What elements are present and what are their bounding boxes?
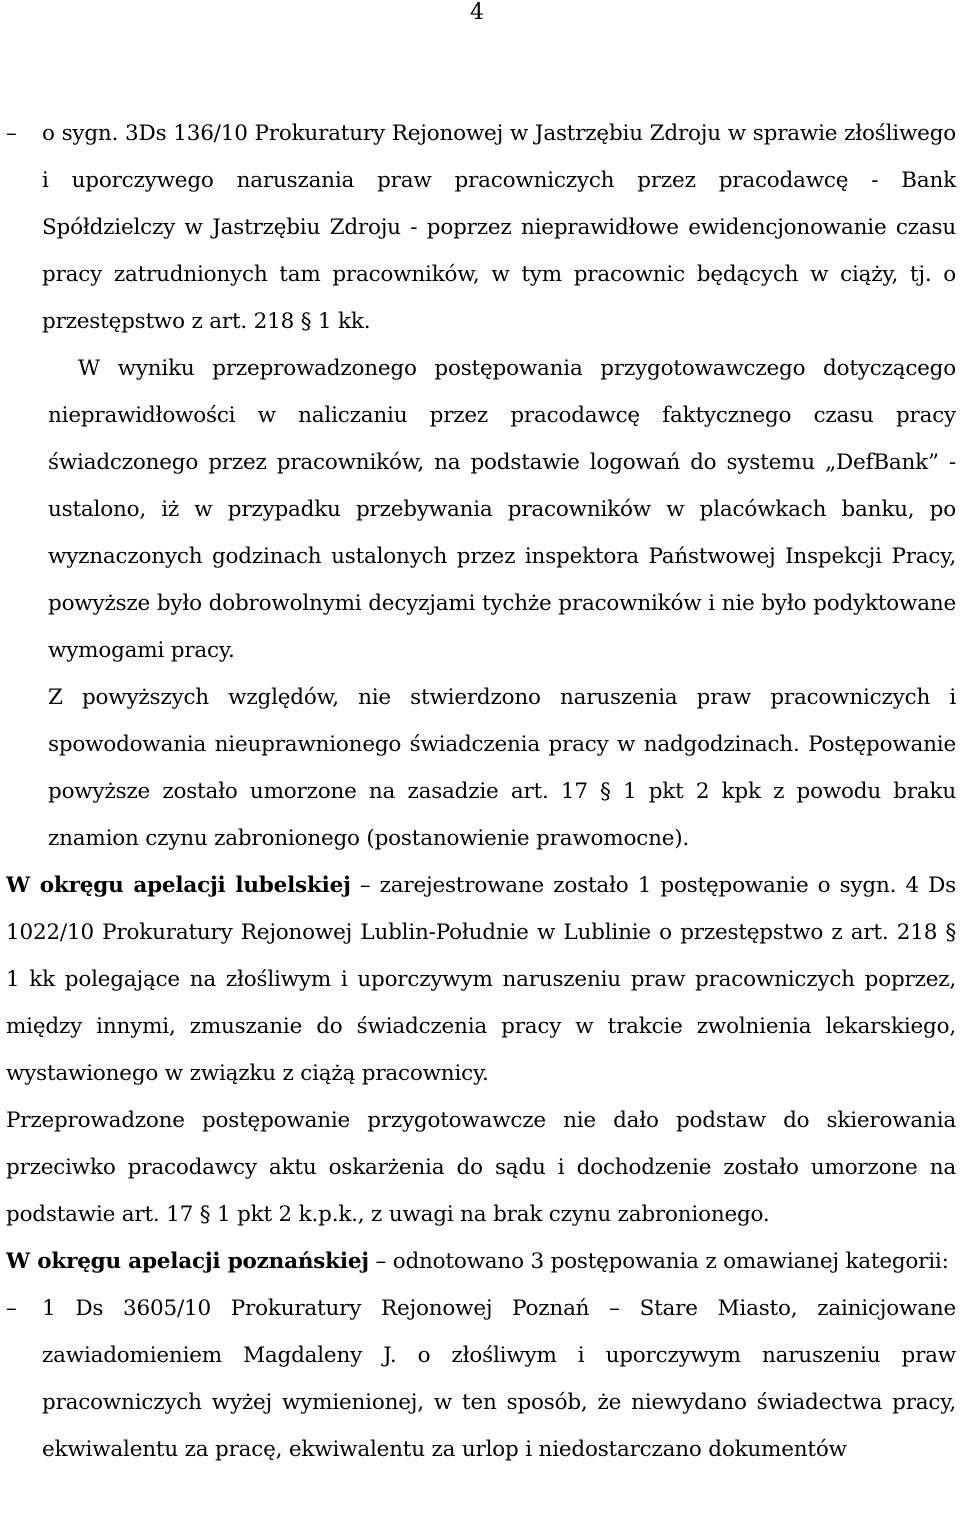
list-item-case-poznan <box>6 1285 956 1473</box>
paragraph-lublin-outcome: Przeprowadzone postępowanie przygotowawcze nie dało podstaw do skierowania przeciwko pracodawcy aktu oskarżenia do sądu i dochodzenie zostało umorzone na podstawie art. 17 § 1 pkt 2 k.p.k., z uwagi na brak czynu zabronionego. <box>6 1108 956 1227</box>
case-poznan-text: 1 Ds 3605/10 Prokuratury Rejonowej Poznań – Stare Miasto, zainicjowane zawiadomieniem Magdaleny J. o złośliwym i uporczywym naruszeniu praw pracowniczych wyżej wymienionej, w ten sposób, że niewydano świadectwa pracy, ekwiwalentu za pracę, ekwiwalentu za urlop i niedostarczano dokumentów <box>42 1296 956 1462</box>
paragraph-findings: W wyniku przeprowadzonego postępowania przygotowawczego dotyczącego nieprawidłowości w naliczaniu przez pracodawcę faktycznego czasu pracy świadczonego przez pracowników, na podstawie logowań do systemu „DefBank” - ustalono, iż w przypadku przebywania pracowników w placówkach banku, po wyznaczonych godzinach ustalonych przez inspektora Państwowej Inspekcji Pracy, powyższe było dobrowolnymi decyzjami tychże pracowników i nie było podyktowane wymogami pracy. <box>48 356 956 663</box>
case-jastrzebie-text: o sygn. 3Ds 136/10 Prokuratury Rejonowej w Jastrzębiu Zdroju w sprawie złośliwego i uporczywego naruszania praw pracowniczych przez pracodawcę - Bank Spółdzielczy w Jastrzębiu Zdroju - poprzez nieprawidłowe ewidencjonowanie czasu pracy zatrudnionych tam pracowników, w tym pracownic będących w ciąży, tj. o przestępstwo z art. 218 § 1 kk. <box>42 121 956 334</box>
page-number: 4 <box>470 0 484 25</box>
document-body <box>6 110 956 1473</box>
dash-bullet: – <box>6 121 17 146</box>
heading-lublin: W okręgu apelacji lubelskiej <box>6 873 351 898</box>
list-item-case-jastrzebie <box>6 110 956 345</box>
paragraph-lublin <box>6 862 956 1097</box>
dash-bullet: – <box>6 1296 17 1321</box>
lublin-text: – zarejestrowane zostało 1 postępowanie o sygn. 4 Ds 1022/10 Prokuratury Rejonowej Lublin-Południe w Lublinie o przestępstwo z art. 218 § 1 kk polegające na złośliwym i uporczywym naruszeniu praw pracowniczych poprzez, między innymi, zmuszanie do świadczenia pracy w trakcie zwolnienia lekarskiego, wystawionego w związku z ciążą pracownicy. <box>6 873 956 1086</box>
case-jastrzebie-details <box>6 345 956 862</box>
paragraph-poznan <box>6 1238 956 1285</box>
heading-poznan: W okręgu apelacji poznańskiej <box>6 1249 369 1274</box>
poznan-text: – odnotowano 3 postępowania z omawianej kategorii: <box>368 1249 949 1274</box>
paragraph-conclusion: Z powyższych względów, nie stwierdzono naruszenia praw pracowniczych i spowodowania nieuprawnionego świadczenia pracy w nadgodzinach. Postępowanie powyższe zostało umorzone na zasadzie art. 17 § 1 pkt 2 kpk z powodu braku znamion czynu zabronionego (postanowienie prawomocne). <box>48 685 956 851</box>
